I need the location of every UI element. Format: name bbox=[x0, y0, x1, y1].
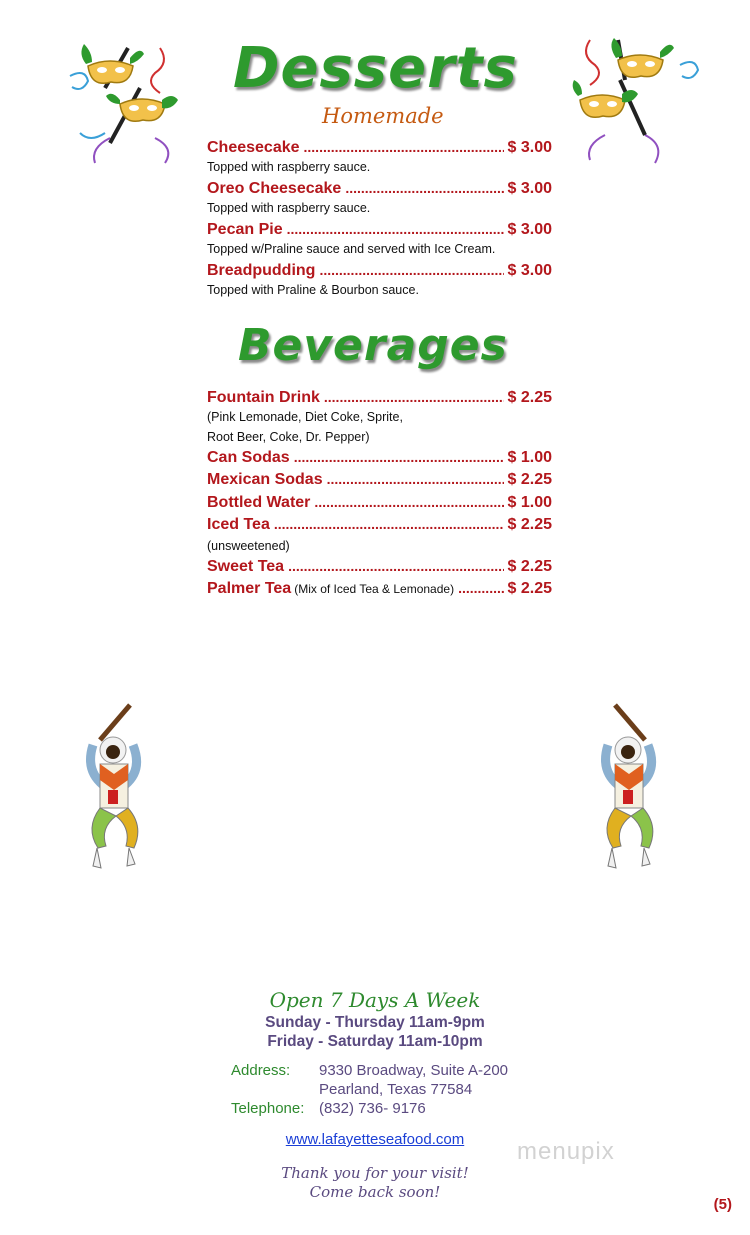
hours-title: Open 7 Days A Week bbox=[269, 988, 481, 1012]
hours-line: Sunday - Thursday 11am-9pm bbox=[265, 1014, 485, 1031]
hours-line: Friday - Saturday 11am-10pm bbox=[267, 1033, 483, 1050]
leader-dots bbox=[274, 516, 504, 532]
thanks-line: Thank you for your visit! bbox=[281, 1164, 469, 1182]
leader-dots bbox=[327, 471, 504, 487]
leader-dots bbox=[288, 558, 503, 574]
phone-number: (832) 736- 9176 bbox=[319, 1100, 426, 1117]
item-description: Topped with raspberry sauce. bbox=[207, 160, 371, 174]
item-name: Can Sodas bbox=[207, 449, 290, 466]
leader-dots bbox=[345, 180, 503, 196]
phone-label: Telephone: bbox=[231, 1100, 305, 1117]
menu-item bbox=[207, 221, 552, 239]
item-name: Breadpudding bbox=[207, 262, 316, 279]
watermark-text: menupix bbox=[517, 1138, 615, 1165]
address-line: Pearland, Texas 77584 bbox=[319, 1081, 473, 1098]
jester-right-icon bbox=[590, 700, 675, 880]
item-name: Sweet Tea bbox=[207, 558, 285, 575]
item-description: Topped w/Praline sauce and served with Ice Cream. bbox=[207, 242, 496, 256]
leader-dots bbox=[294, 449, 504, 465]
mardi-gras-masks-left-icon bbox=[60, 38, 190, 168]
item-description: (unsweetened) bbox=[207, 539, 290, 553]
leader-dots bbox=[314, 494, 503, 510]
menu-item bbox=[207, 471, 552, 489]
item-name: Cheesecake bbox=[207, 139, 300, 156]
item-price: $ 1.00 bbox=[507, 449, 552, 466]
item-name: Oreo Cheesecake bbox=[207, 180, 342, 197]
item-price: $ 2.25 bbox=[507, 580, 552, 597]
beverages-title: Beverages bbox=[238, 320, 508, 371]
item-price: $ 3.00 bbox=[507, 180, 552, 197]
item-note: (Mix of Iced Tea & Lemonade) bbox=[294, 582, 455, 596]
address-label: Address: bbox=[231, 1062, 291, 1079]
leader-dots bbox=[458, 580, 503, 596]
leader-dots bbox=[319, 262, 503, 278]
item-price: $ 2.25 bbox=[507, 389, 552, 406]
leader-dots bbox=[304, 139, 504, 155]
menu-item bbox=[207, 558, 552, 576]
item-price: $ 3.00 bbox=[507, 139, 552, 156]
item-name: Fountain Drink bbox=[207, 389, 320, 406]
page-number: (5) bbox=[713, 1196, 732, 1213]
item-description: (Pink Lemonade, Diet Coke, Sprite, bbox=[207, 410, 403, 424]
menu-item bbox=[207, 494, 552, 512]
item-name: Iced Tea bbox=[207, 516, 270, 533]
item-description: Topped with raspberry sauce. bbox=[207, 201, 371, 215]
item-price: $ 2.25 bbox=[507, 558, 552, 575]
desserts-title: Desserts bbox=[233, 36, 518, 101]
item-price: $ 3.00 bbox=[507, 262, 552, 279]
menu-item bbox=[207, 262, 552, 280]
item-name: Pecan Pie bbox=[207, 221, 283, 238]
item-description: Root Beer, Coke, Dr. Pepper) bbox=[207, 430, 370, 444]
menu-item bbox=[207, 139, 552, 157]
item-name: Palmer Tea bbox=[207, 580, 292, 597]
desserts-subtitle: Homemade bbox=[322, 104, 444, 128]
item-price: $ 1.00 bbox=[507, 494, 552, 511]
leader-dots bbox=[324, 389, 504, 405]
item-name: Bottled Water bbox=[207, 494, 311, 511]
menu-item bbox=[207, 516, 552, 534]
menu-item bbox=[207, 180, 552, 198]
item-name: Mexican Sodas bbox=[207, 471, 323, 488]
item-price: $ 2.25 bbox=[507, 471, 552, 488]
item-description: Topped with Praline & Bourbon sauce. bbox=[207, 283, 419, 297]
website-link[interactable]: www.lafayetteseafood.com bbox=[285, 1131, 465, 1148]
leader-dots bbox=[287, 221, 504, 237]
address-line: 9330 Broadway, Suite A-200 bbox=[319, 1062, 509, 1079]
jester-left-icon bbox=[75, 700, 160, 880]
mardi-gras-masks-right-icon bbox=[570, 30, 700, 165]
item-price: $ 3.00 bbox=[507, 221, 552, 238]
menu-item bbox=[207, 449, 552, 467]
item-price: $ 2.25 bbox=[507, 516, 552, 533]
menu-item bbox=[207, 580, 552, 598]
thanks-line: Come back soon! bbox=[309, 1183, 441, 1201]
menu-item bbox=[207, 389, 552, 407]
